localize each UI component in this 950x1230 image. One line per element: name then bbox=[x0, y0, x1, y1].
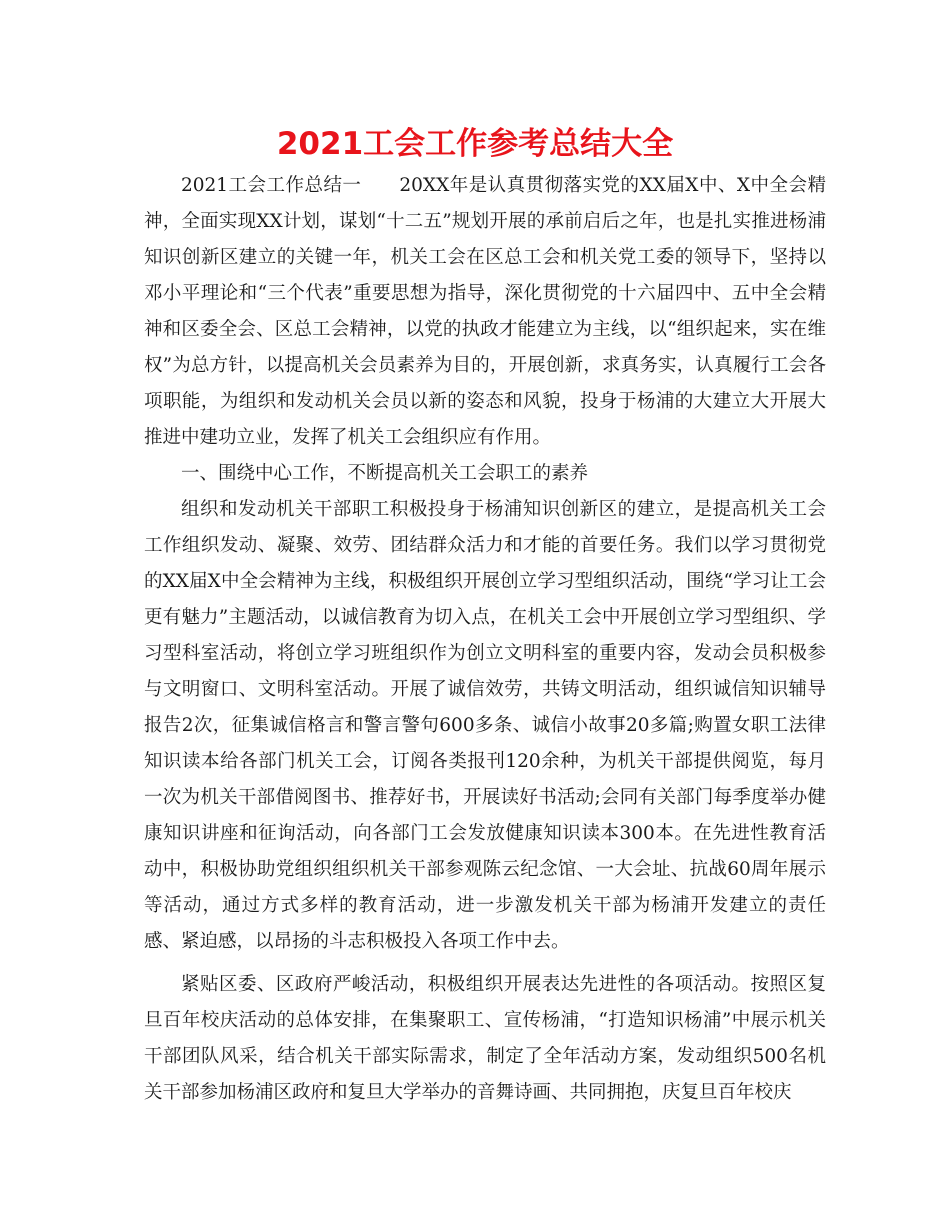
document-body bbox=[144, 168, 826, 1111]
paragraph-gap bbox=[144, 960, 826, 967]
paragraph-activities: 紧贴区委、区政府严峻活动，积极组织开展表达先进性的各项活动。按照区复旦百年校庆活动的总体安排，在集聚职工、宣传杨浦，“打造知识杨浦”中展示机关干部团队风采，结合机关干部实际需求，制定了全年活动方案，发动组织500名机关干部参加杨浦区政府和复旦大学举办的音舞诗画、共同拥抱，庆复旦百年校庆 bbox=[144, 974, 826, 1103]
paragraph-learning: 组织和发动机关干部职工积极投身于杨浦知识创新区的建立，是提高机关工会工作组织发动、凝聚、效劳、团结群众活力和才能的首要任务。我们以学习贯彻党的XX届X中全会精神为主线，积极组织开展创立学习型组织活动，围绕“学习让工会更有魅力”主题活动，以诚信教育为切入点，在机关工会中开展创立学习型组织、学习型科室活动，将创立学习班组织作为创立文明科室的重要内容，发动会员积极参与文明窗口、文明科室活动。开展了诚信效劳，共铸文明活动，组织诚信知识辅导报告2次，征集诚信格言和警言警句600多条、诚信小故事20多篇;购置女职工法律知识读本给各部门机关工会，订阅各类报刊120余种，为机关干部提供阅览，每月一次为机关干部借阅图书、推荐好书，开展读好书活动;会同有关部门每季度举办健康知识讲座和征询活动，向各部门工会发放健康知识读本300本。在先进性教育活动中，积极协助党组织组织机关干部参观陈云纪念馆、一大会址、抗战60周年展示等活动，通过方式多样的教育活动，进一步激发机关干部为杨浦开发建立的责任感、紧迫感，以昂扬的斗志积极投入各项工作中去。 bbox=[144, 499, 826, 952]
document-title: 2021工会工作参考总结大全 bbox=[276, 126, 674, 162]
paragraph-intro: 2021工会工作总结一 20XX年是认真贯彻落实党的XX届X中、X中全会精神，全面实现XX计划，谋划“十二五”规划开展的承前启后之年，也是扎实推进杨浦知识创新区建立的关键一年，机关工会在区总工会和机关党工委的领导下，坚持以邓小平理论和“三个代表”重要思想为指导，深化贯彻党的十六届四中、五中全会精神和区委全会、区总工会精神，以党的执政才能建立为主线，以“组织起来，实在维权”为总方针，以提高机关会员素养为目的，开展创新，求真务实，认真履行工会各项职能，为组织和发动机关会员以新的姿态和风貌，投身于杨浦的大建立大开展大推进中建功立业，发挥了机关工会组织应有作用。 bbox=[144, 175, 826, 448]
section-heading: 一、围绕中心工作，不断提高机关工会职工的素养 bbox=[181, 463, 589, 484]
